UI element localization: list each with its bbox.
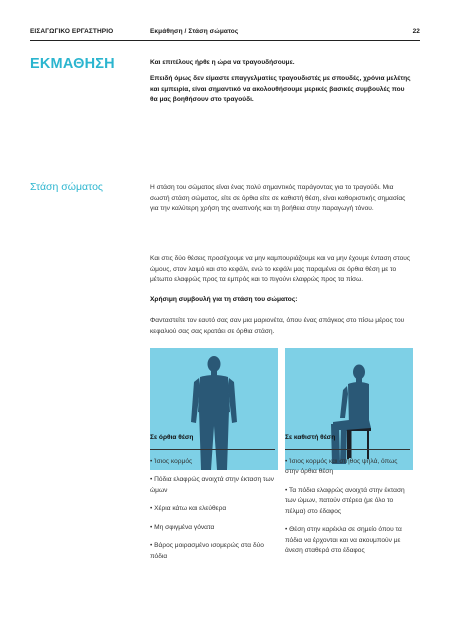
posture-paragraph-1: Η στάση του σώματος είναι ένας πολύ σημαντικός παράγοντας για το τραγούδι. Μια σωστή στάση σώματος, είτε σε όρθια είτε σε καθιστή θέση, είναι καθοριστικής σημασίας για την καλύτερη χρήση της αναπνοής και τη βοήθεια στην παραγωγή τόνου. <box>150 184 406 212</box>
list-item: • Τα πόδια ελαφρώς ανοιχτά στην έκταση των ώμων, πατούν στέρεα (με όλο το πέλμα) στο έδαφος <box>285 486 405 515</box>
page-number: 22 <box>412 28 420 35</box>
seated-column <box>285 433 410 565</box>
standing-column <box>150 433 275 570</box>
list-item: • Ίσιος κορμός <box>150 457 193 465</box>
tip-heading: Χρήσιμη συμβουλή για τη στάση του σώματος: <box>150 296 298 303</box>
header-section: ΕΙΣΑΓΩΓΙΚΟ ΕΡΓΑΣΤΗΡΙΟ <box>30 28 114 35</box>
list-item: • Χέρια κάτω και ελεύθερα <box>150 505 227 512</box>
list-item: • Μη σφιγμένα γόνατα <box>150 523 215 531</box>
intro-paragraph: Επειδή όμως δεν είμαστε επαγγελματίες τραγουδιστές με σπουδές, χρόνια μελέτης και εμπειρία, είναι σημαντικό να ακολουθήσουμε μερικές βασικές συμβουλές που θα μας βοηθήσουν στο τραγούδι. <box>150 75 411 103</box>
list-item: • Βάρος μοιρασμένο ισομερώς στα δύο πόδια <box>150 542 264 560</box>
tip-paragraph: Φανταστείτε τον εαυτό σας σαν μια μαριονέτα, όπου ένας σπάγκος στο πίσω μέρος του κεφαλιού σας σας κρατάει σε όρθια στάση. <box>150 317 405 335</box>
seated-title: Σε καθιστή θέση <box>285 433 410 450</box>
list-item: • Θέση στην καρέκλα σε σημείο όπου τα πόδια να έρχονται και να ακουμπούν με άνεση σταθερά στο έδαφος <box>285 526 402 554</box>
standing-title: Σε όρθια θέση <box>150 433 275 450</box>
list-item: • Ίσιος κορμός και στήθος ψηλά, όπως στην όρθια θέση <box>285 457 398 475</box>
posture-paragraph-2: Και στις δύο θέσεις προσέχουμε να μην καμπουριάζουμε και να μην έχουμε ένταση στους ώμους, στον λαιμό και στο κεφάλι, ενώ το κεφάλι μας παραμένει σε όρθια θέση με το μέτωπο ελαφρώς προς τα εμπρός και το πιγούνι ελαφρώς προς τα πίσω. <box>150 255 411 283</box>
page-title: ΕΚΜΑΘΗΣΗ <box>30 56 115 72</box>
intro-line: Και επιτέλους ήρθε η ώρα να τραγουδήσουμε. <box>150 59 295 66</box>
header-divider <box>30 40 420 41</box>
section-heading-posture: Στάση σώματος <box>30 181 103 193</box>
header-subsection: Εκμάθηση / Στάση σώματος <box>150 28 239 35</box>
list-item: • Πόδια ελαφρώς ανοιχτά στην έκταση των ώμων <box>150 476 274 494</box>
